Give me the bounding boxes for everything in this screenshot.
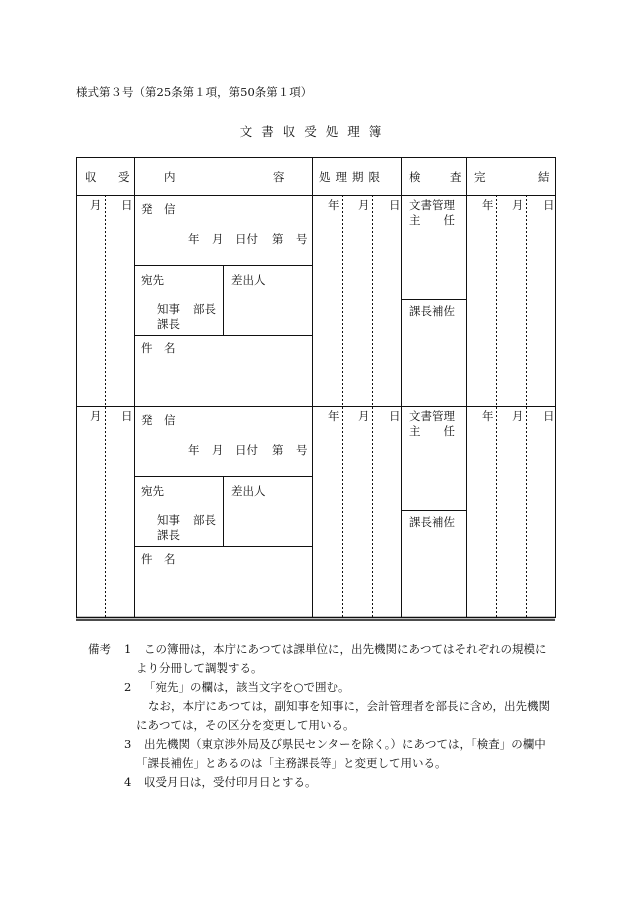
header-receipt-1: 収 (85, 170, 97, 184)
note-line: この簿冊は，本庁にあつては課単位に，出先機関にあつてはそれぞれの規模に (144, 642, 547, 656)
note-line: 「課長補佐」とあるのは「主務課長等」と変更して用いる。 (136, 756, 447, 770)
entry-block (76, 195, 556, 406)
receipt-month: 月 (90, 409, 102, 423)
records-management-label: 文書管理 (409, 198, 455, 212)
note-line: 出先機関（東京渉外局及び県民センターを除く。）にあつては，「検査」の欄中 (144, 737, 546, 751)
addressee-section-chief: 課長 (157, 528, 180, 542)
addressee-label: 宛先 (141, 273, 164, 287)
header-deadline: 処理期限 (319, 170, 385, 184)
dated-day: 日付 (235, 232, 258, 246)
dated-day: 日付 (235, 443, 258, 457)
note-number: 1 (124, 642, 132, 656)
dated-year: 年 (188, 443, 200, 457)
sender-label: 発 信 (141, 202, 176, 216)
receipt-month: 月 (90, 198, 102, 212)
issuer-label: 差出人 (231, 484, 266, 498)
addressee-governor: 知事 (157, 513, 180, 527)
completion-month: 月 (512, 409, 524, 423)
dated-month: 月 (212, 232, 224, 246)
header-completion-1: 完 (474, 170, 486, 184)
dated-month: 月 (212, 443, 224, 457)
subject-label: 件 名 (141, 552, 176, 566)
deputy-chief-label: 課長補佐 (409, 515, 455, 529)
form-number: 様式第３号（第25条第１項，第50条第１項） (76, 85, 313, 99)
dated-no: 第 (272, 232, 284, 246)
subject-label: 件 名 (141, 341, 176, 355)
note-line: にあつては，その区分を変更して用いる。 (136, 718, 355, 732)
header-inspection-1: 検 (409, 170, 421, 184)
header-content-2: 容 (273, 170, 285, 184)
addressee-label: 宛先 (141, 484, 164, 498)
completion-month: 月 (512, 198, 524, 212)
note-number: 3 (124, 737, 132, 751)
note-line: 「宛先」の欄は，該当文字を○で囲む。 (144, 680, 350, 694)
chief-label: 主 任 (409, 213, 455, 227)
note-number: 2 (124, 680, 132, 694)
dated-go: 号 (296, 443, 308, 457)
note-number: 4 (124, 775, 132, 789)
completion-day: 日 (543, 198, 555, 212)
deadline-month: 月 (358, 198, 370, 212)
record-table (76, 157, 556, 621)
note-line: なお，本庁にあつては，副知事を知事に，会計管理者を部長に含め，出先機関 (148, 699, 551, 713)
header-content-1: 内 (164, 170, 176, 184)
addressee-director: 部長 (193, 513, 216, 527)
page-title: 文書収受処理簿 (239, 124, 391, 139)
header-completion-2: 結 (538, 170, 550, 184)
chief-label: 主 任 (409, 424, 455, 438)
note-line: より分冊して調製する。 (136, 661, 263, 675)
deputy-chief-label: 課長補佐 (409, 304, 455, 318)
addressee-director: 部長 (193, 302, 216, 316)
dated-no: 第 (272, 443, 284, 457)
receipt-day: 日 (121, 198, 133, 212)
completion-year: 年 (482, 198, 494, 212)
receipt-day: 日 (121, 409, 133, 423)
addressee-section-chief: 課長 (157, 317, 180, 331)
deadline-day: 日 (389, 409, 401, 423)
completion-year: 年 (482, 409, 494, 423)
entry-block (76, 406, 556, 617)
records-management-label: 文書管理 (409, 409, 455, 423)
sender-label: 発 信 (141, 413, 176, 427)
note-line: 収受月日は，受付印月日とする。 (144, 775, 317, 789)
deadline-year: 年 (328, 198, 340, 212)
remarks-label: 備考 (88, 642, 111, 656)
header-receipt-2: 受 (118, 170, 130, 184)
deadline-day: 日 (389, 198, 401, 212)
header-inspection-2: 査 (450, 170, 462, 184)
issuer-label: 差出人 (231, 273, 266, 287)
dated-go: 号 (296, 232, 308, 246)
deadline-month: 月 (358, 409, 370, 423)
deadline-year: 年 (328, 409, 340, 423)
completion-day: 日 (543, 409, 555, 423)
addressee-governor: 知事 (157, 302, 180, 316)
dated-year: 年 (188, 232, 200, 246)
